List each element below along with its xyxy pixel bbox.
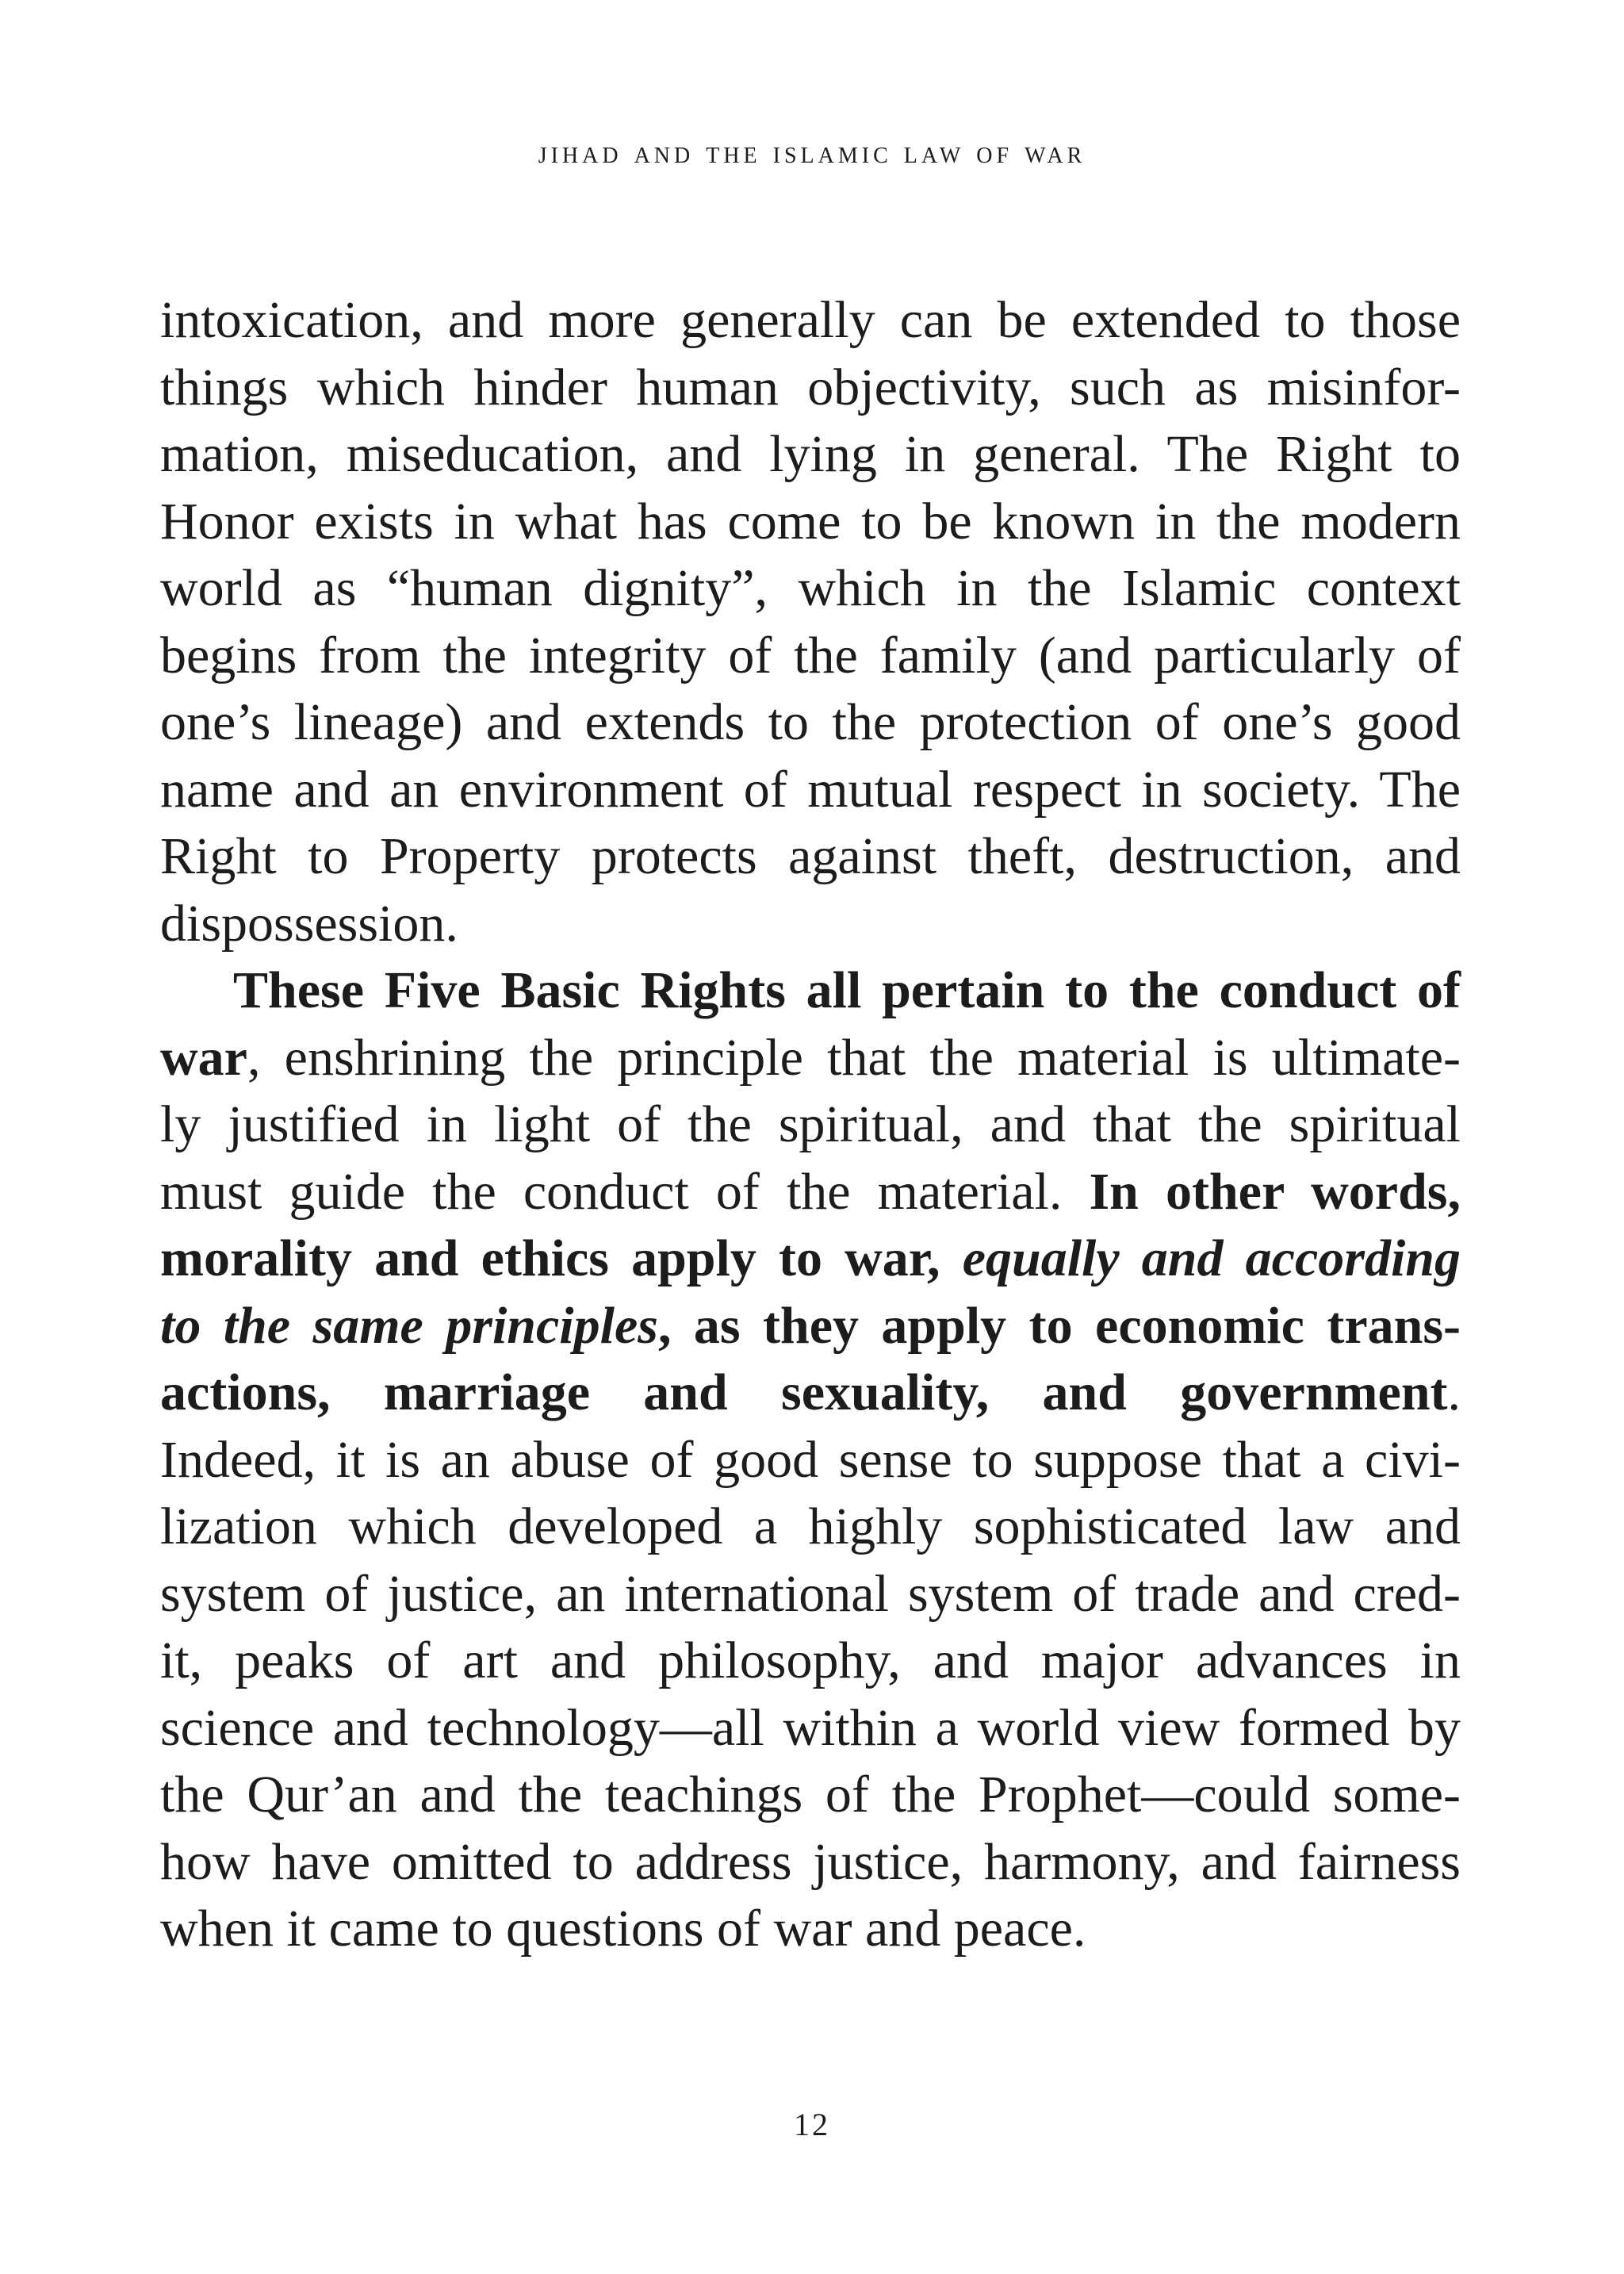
running-head-title: jihad and the islamic law of war — [538, 134, 1086, 170]
text-line: ly justified in light of the spiritual, and that the spiritual — [160, 1095, 1461, 1153]
text-line: system of justice, an international system of trade and cred- — [160, 1564, 1461, 1623]
plain-text: , enshrining the principle that the material is ultimate- — [247, 1028, 1461, 1087]
bold-italic-text: equally and according — [962, 1229, 1461, 1287]
text-line: science and technology—all within a world view formed by — [160, 1698, 1461, 1757]
text-line: name and an environment of mutual respect in society. The — [160, 760, 1461, 819]
text-line: one’s lineage) and extends to the protection of one’s good — [160, 693, 1461, 751]
body-text — [160, 287, 1461, 1963]
text-line: the Qur’an and the teachings of the Prophet—could some- — [160, 1766, 1461, 1823]
bold-text: , as they apply to economic trans- — [657, 1296, 1461, 1355]
text-line: world as “human dignity”, which in the Islamic context — [160, 559, 1461, 617]
text-line — [160, 1359, 1461, 1427]
text-line: begins from the integrity of the family (and particularly of — [160, 626, 1461, 685]
bold-text: In other words, — [1089, 1162, 1461, 1221]
text-line: how have omitted to address justice, harmony, and fairness — [160, 1832, 1461, 1891]
text-line — [160, 1225, 1461, 1293]
bold-text: war — [160, 1028, 247, 1087]
text-line — [160, 1293, 1461, 1360]
text-line: it, peaks of art and philosophy, and major advances in — [160, 1632, 1461, 1689]
text-line: things which hinder human objectivity, such as misinfor- — [160, 358, 1461, 416]
bold-text: actions, marriage and sexuality, and government — [160, 1363, 1448, 1421]
page-number: 12 — [794, 2107, 830, 2142]
bold-italic-text: to the same principles — [160, 1296, 658, 1355]
text-line: Honor exists in what has come to be known in the modern — [160, 492, 1461, 550]
text-line: when it came to questions of war and peace. — [160, 1900, 1086, 1958]
bold-text: These Five Basic Rights all pertain to the conduct of — [233, 961, 1461, 1019]
text-line — [160, 1025, 1461, 1092]
text-line: intoxication, and more generally can be extended to those — [160, 291, 1461, 349]
bold-text: morality and ethics apply to war, — [160, 1229, 963, 1287]
plain-text: . — [1447, 1363, 1461, 1421]
text-line — [160, 957, 1461, 1025]
text-line: mation, miseducation, and lying in general. The Right to — [160, 425, 1461, 483]
text-line: lization which developed a highly sophisticated law and — [160, 1497, 1461, 1555]
text-line — [160, 1159, 1461, 1226]
plain-text: must guide the conduct of the material. — [160, 1162, 1090, 1221]
text-line: Right to Property protects against theft, destruction, and — [160, 827, 1461, 885]
text-line: Indeed, it is an abuse of good sense to suppose that a civi- — [160, 1430, 1461, 1489]
text-line: dispossession. — [160, 894, 458, 953]
